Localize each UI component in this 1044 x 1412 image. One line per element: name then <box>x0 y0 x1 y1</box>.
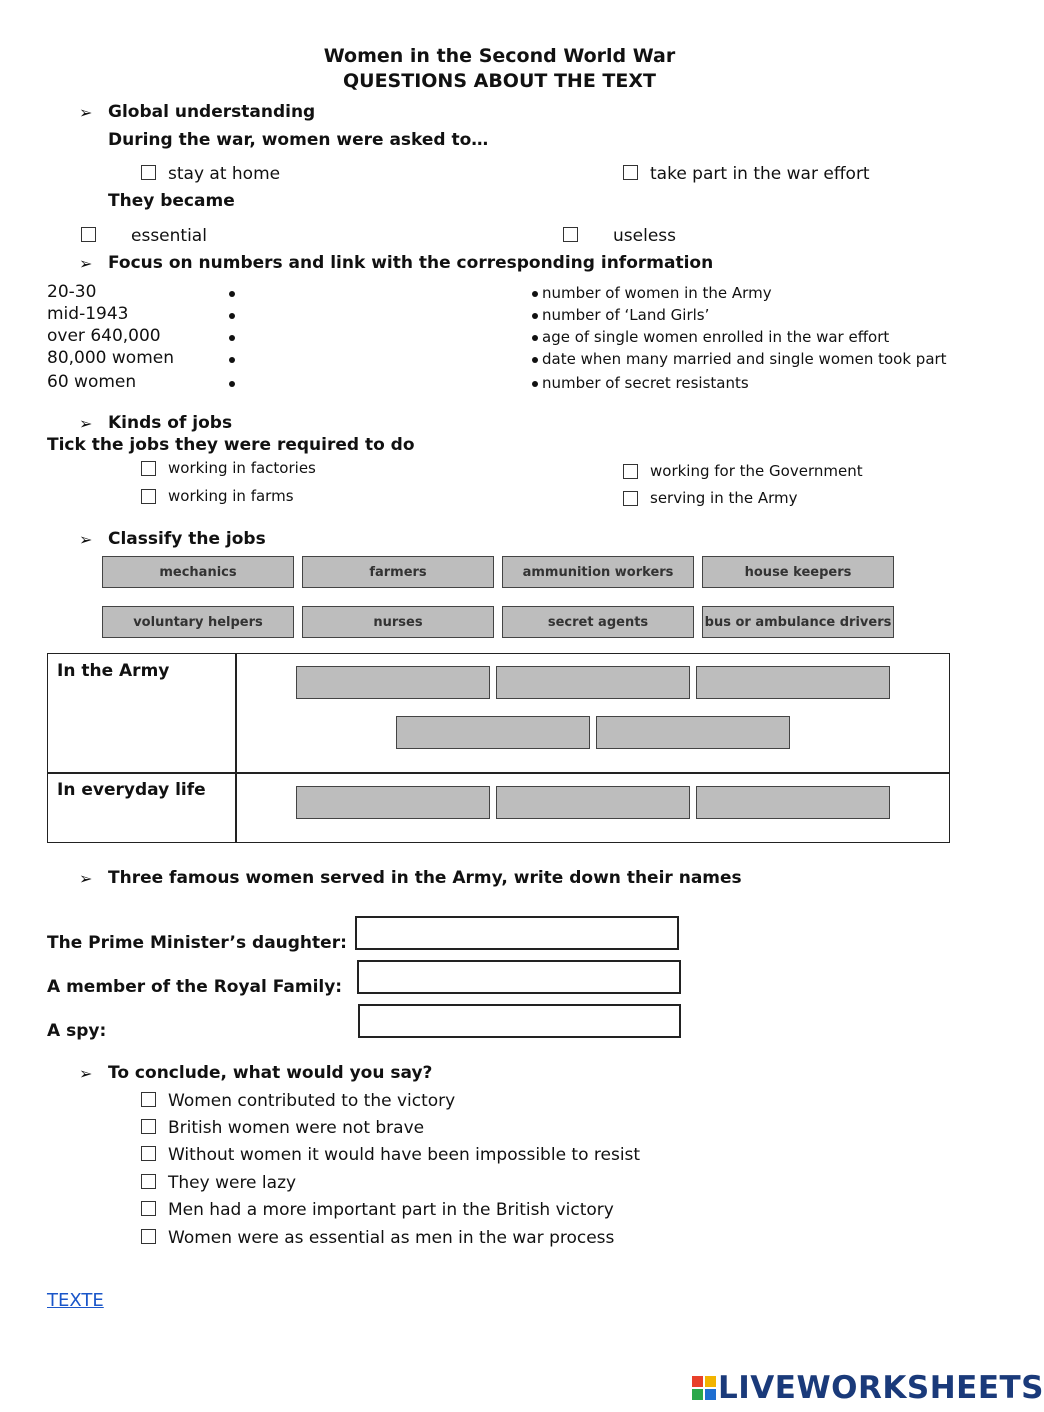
checkbox-factories[interactable] <box>141 461 156 476</box>
drag-tile[interactable]: voluntary helpers <box>102 606 294 638</box>
option-label: Men had a more important part in the British victory <box>168 1200 614 1220</box>
global-question-1: During the war, women were asked to… <box>108 130 489 150</box>
drop-zone-army[interactable] <box>396 716 590 749</box>
info-item: age of single women enrolled in the war effort <box>542 328 890 346</box>
arrow-right-icon: ➢ <box>79 103 93 122</box>
row-label-army: In the Army <box>57 661 170 681</box>
drop-zone-army[interactable] <box>296 666 490 699</box>
table-divider <box>47 772 950 774</box>
drag-tile[interactable]: nurses <box>302 606 494 638</box>
option-label: essential <box>131 226 207 246</box>
liveworksheets-logo-icon <box>692 1376 716 1400</box>
row-label-everyday: In everyday life <box>57 780 206 800</box>
number-item: over 640,000 <box>47 326 161 346</box>
number-item: 80,000 women <box>47 348 174 368</box>
arrow-right-icon: ➢ <box>79 254 93 273</box>
info-item: number of ‘Land Girls’ <box>542 306 710 324</box>
link-dot-right[interactable] <box>532 291 538 297</box>
option-label: useless <box>613 226 676 246</box>
jobs-instruction: Tick the jobs they were required to do <box>47 435 415 455</box>
royal-family-input[interactable] <box>357 960 681 994</box>
info-item: number of secret resistants <box>542 374 749 392</box>
link-dot-right[interactable] <box>532 357 538 363</box>
section-famous-heading: Three famous women served in the Army, write down their names <box>108 868 742 888</box>
drag-tile[interactable]: mechanics <box>102 556 294 588</box>
checkbox-government[interactable] <box>623 464 638 479</box>
link-dot-left[interactable] <box>229 335 235 341</box>
arrow-right-icon: ➢ <box>79 530 93 549</box>
option-label: Women contributed to the victory <box>168 1091 456 1111</box>
famous-label: The Prime Minister’s daughter: <box>47 933 347 953</box>
arrow-right-icon: ➢ <box>79 1064 93 1083</box>
option-label: working for the Government <box>650 462 863 480</box>
liveworksheets-logo: LIVEWORKSHEETS <box>718 1370 1044 1406</box>
checkbox-conclusion[interactable] <box>141 1201 156 1216</box>
section-global-heading: Global understanding <box>108 102 316 122</box>
drop-zone-army[interactable] <box>696 666 890 699</box>
arrow-right-icon: ➢ <box>79 414 93 433</box>
drag-tile[interactable]: house keepers <box>702 556 894 588</box>
global-question-2: They became <box>108 191 235 211</box>
number-item: mid-1943 <box>47 304 129 324</box>
spy-input[interactable] <box>358 1004 681 1038</box>
link-dot-left[interactable] <box>229 357 235 363</box>
option-label: They were lazy <box>168 1173 297 1193</box>
famous-label: A spy: <box>47 1021 107 1041</box>
checkbox-stay-at-home[interactable] <box>141 165 156 180</box>
texte-link[interactable]: TEXTE <box>47 1290 104 1311</box>
checkbox-war-effort[interactable] <box>623 165 638 180</box>
link-dot-left[interactable] <box>229 291 235 297</box>
number-item: 20-30 <box>47 282 97 302</box>
table-divider <box>235 653 237 843</box>
link-dot-left[interactable] <box>229 381 235 387</box>
page-subtitle: QUESTIONS ABOUT THE TEXT <box>343 70 656 92</box>
drag-tile[interactable]: farmers <box>302 556 494 588</box>
option-label: British women were not brave <box>168 1118 425 1138</box>
famous-label: A member of the Royal Family: <box>47 977 343 997</box>
drag-tile[interactable]: bus or ambulance drivers <box>702 606 894 638</box>
checkbox-conclusion[interactable] <box>141 1146 156 1161</box>
arrow-right-icon: ➢ <box>79 869 93 888</box>
drop-zone-everyday[interactable] <box>296 786 490 819</box>
option-label: working in factories <box>168 459 316 477</box>
link-dot-right[interactable] <box>532 381 538 387</box>
info-item: date when many married and single women took part <box>542 350 947 368</box>
option-label: stay at home <box>168 164 281 184</box>
drag-tile[interactable]: ammunition workers <box>502 556 694 588</box>
checkbox-conclusion[interactable] <box>141 1119 156 1134</box>
section-jobs-heading: Kinds of jobs <box>108 413 233 433</box>
page-title: Women in the Second World War <box>323 45 676 67</box>
checkbox-conclusion[interactable] <box>141 1229 156 1244</box>
checkbox-useless[interactable] <box>563 227 578 242</box>
checkbox-conclusion[interactable] <box>141 1092 156 1107</box>
link-dot-right[interactable] <box>532 335 538 341</box>
option-label: serving in the Army <box>650 489 798 507</box>
section-numbers-heading: Focus on numbers and link with the corresponding information <box>108 253 714 273</box>
drop-zone-everyday[interactable] <box>496 786 690 819</box>
option-label: take part in the war effort <box>650 164 870 184</box>
link-dot-right[interactable] <box>532 313 538 319</box>
checkbox-farms[interactable] <box>141 489 156 504</box>
drag-tile[interactable]: secret agents <box>502 606 694 638</box>
info-item: number of women in the Army <box>542 284 772 302</box>
section-conclude-heading: To conclude, what would you say? <box>108 1063 433 1083</box>
checkbox-essential[interactable] <box>81 227 96 242</box>
drop-zone-everyday[interactable] <box>696 786 890 819</box>
pm-daughter-input[interactable] <box>355 916 679 950</box>
checkbox-conclusion[interactable] <box>141 1174 156 1189</box>
drop-zone-army[interactable] <box>596 716 790 749</box>
section-classify-heading: Classify the jobs <box>108 529 266 549</box>
link-dot-left[interactable] <box>229 313 235 319</box>
option-label: working in farms <box>168 487 294 505</box>
number-item: 60 women <box>47 372 137 392</box>
drop-zone-army[interactable] <box>496 666 690 699</box>
option-label: Without women it would have been impossible to resist <box>168 1145 641 1165</box>
option-label: Women were as essential as men in the war process <box>168 1228 615 1248</box>
checkbox-army[interactable] <box>623 491 638 506</box>
